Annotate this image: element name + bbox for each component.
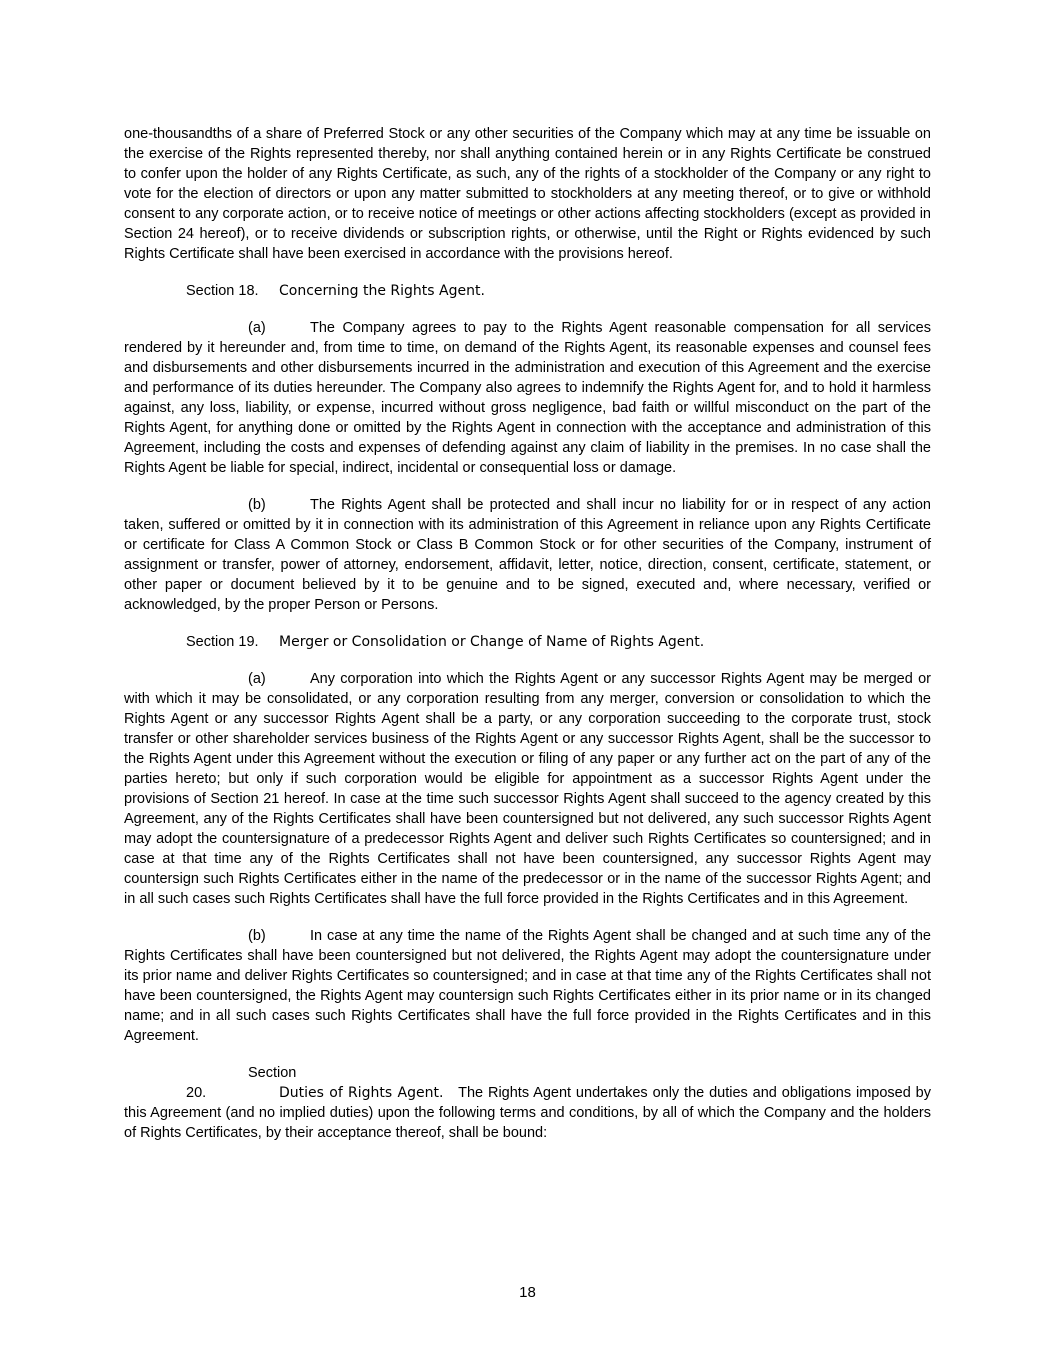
section-18-a-text: The Company agrees to pay to the Rights Agent reasonable compensation for all services rendered by it hereunder and, from time to time, on demand of the Rights Agent, its reasonable expenses and counsel fees and disbursements and other disbursements incurred in the administration and execution of this Agreement and the exercise and performance of its duties hereunder. The Company also agrees to indemnify the Rights Agent for, and to hold it harmless against, any loss, liability, or expense, incurred without gross negligence, bad faith or willful misconduct on the part of the Rights Agent, for anything done or omitted by the Rights Agent in connection with the acceptance and administration of this Agreement, including the costs and expenses of defending against any claim of liability in the premises. In no case shall the Rights Agent be liable for special, indirect, incidental or consequential loss or damage.	[124, 320, 931, 476]
section-18-heading	[124, 281, 931, 301]
section-18-a-paragraph	[124, 318, 931, 478]
section-18-b-paragraph	[124, 495, 931, 615]
section-19-title: Merger or Consolidation or Change of Name of Rights Agent.	[279, 634, 705, 650]
section-20-text: The Rights Agent undertakes only the duties and obligations imposed by this Agreement (and no implied duties) upon the following terms and conditions, by all of which the Company and the holders of Rights Certificates, by their acceptance thereof, shall be bound:	[124, 1085, 931, 1141]
section-18-title: Concerning the Rights Agent.	[279, 283, 485, 299]
section-18-b-label: (b)	[248, 497, 266, 513]
section-19-b-paragraph	[124, 926, 931, 1046]
section-19-a-text: Any corporation into which the Rights Agent or any successor Rights Agent may be merged or with which it may be consolidated, or any corporation resulting from any merger, conversion or consolidation to which the Rights Agent or any successor Rights Agent shall be a party, or any corporation succeeding to the corporate trust, stock transfer or other shareholder services business of the Rights Agent or any successor Rights Agent, shall be the successor to the Rights Agent under this Agreement without the execution or filing of any paper or any further act on the part of any of the parties hereto; but only if such corporation would be eligible for appointment as a successor Rights Agent under the provisions of Section 21 hereof. In case at the time such successor Rights Agent shall succeed to the agency created by this Agreement, any of the Rights Certificates shall have been countersigned but not delivered, any such successor Rights Agent may adopt the countersignature of a predecessor Rights Agent and deliver such Rights Certificates so countersigned; and in case at that time any of the Rights Certificates shall not have been countersigned, any successor Rights Agent may countersign such Rights Certificates either in the name of the predecessor or in the name of the successor Rights Agent; and in all such cases such Rights Certificates shall have the full force provided in the Rights Certificates and in this Agreement.	[124, 671, 931, 907]
section-19-a-label: (a)	[248, 671, 266, 687]
section-19-b-label: (b)	[248, 928, 266, 944]
section-19-heading	[124, 632, 931, 652]
page-number: 18	[519, 1284, 536, 1301]
section-20-number: Section 20.	[186, 1065, 297, 1101]
section-18-a-label: (a)	[248, 320, 266, 336]
section-20-paragraph	[124, 1063, 931, 1143]
section-18-b-text: The Rights Agent shall be protected and shall incur no liability for or in respect of any action taken, suffered or omitted by it in connection with its administration of this Agreement in reliance upon any Rights Certificate or certificate for Class A Common Stock or Class B Common Stock or for other securities of the Company, instrument of assignment or transfer, power of attorney, endorsement, affidavit, letter, notice, direction, consent, certificate, statement, or other paper or document believed by it to be genuine and to be signed, executed and, where necessary, verified or acknowledged, by the proper Person or Persons.	[124, 497, 931, 613]
document-page	[124, 124, 931, 1160]
section-18-number: Section 18.	[186, 283, 259, 299]
section-19-number: Section 19.	[186, 634, 259, 650]
section-20-title: Duties of Rights Agent.	[279, 1085, 444, 1101]
intro-paragraph: one-thousandths of a share of Preferred Stock or any other securities of the Company which may at any time be issuable on the exercise of the Rights represented thereby, nor shall anything contained herein or in any Rights Certificate be construed to confer upon the holder of any Rights Certificate, as such, any of the rights of a stockholder of the Company or any right to vote for the election of directors or upon any matter submitted to stockholders at any meeting thereof, or to give or withhold consent to any corporate action, or to receive notice of meetings or other actions affecting stockholders (except as provided in Section 24 hereof), or to receive dividends or subscription rights, or otherwise, until the Right or Rights evidenced by such Rights Certificate shall have been exercised in accordance with the provisions hereof.	[124, 126, 931, 262]
section-19-a-paragraph	[124, 669, 931, 909]
section-19-b-text: In case at any time the name of the Rights Agent shall be changed and at such time any of the Rights Certificates shall have been countersigned but not delivered, the Rights Agent may adopt the countersignature under its prior name and deliver Rights Certificates so countersigned; and in case at that time any of the Rights Certificates shall not have been countersigned, the Rights Agent may countersign such Rights Certificates either in its prior name or in its changed name; and in all such cases such Rights Certificates shall have the full force provided in the Rights Certificates and in this Agreement.	[124, 928, 931, 1044]
